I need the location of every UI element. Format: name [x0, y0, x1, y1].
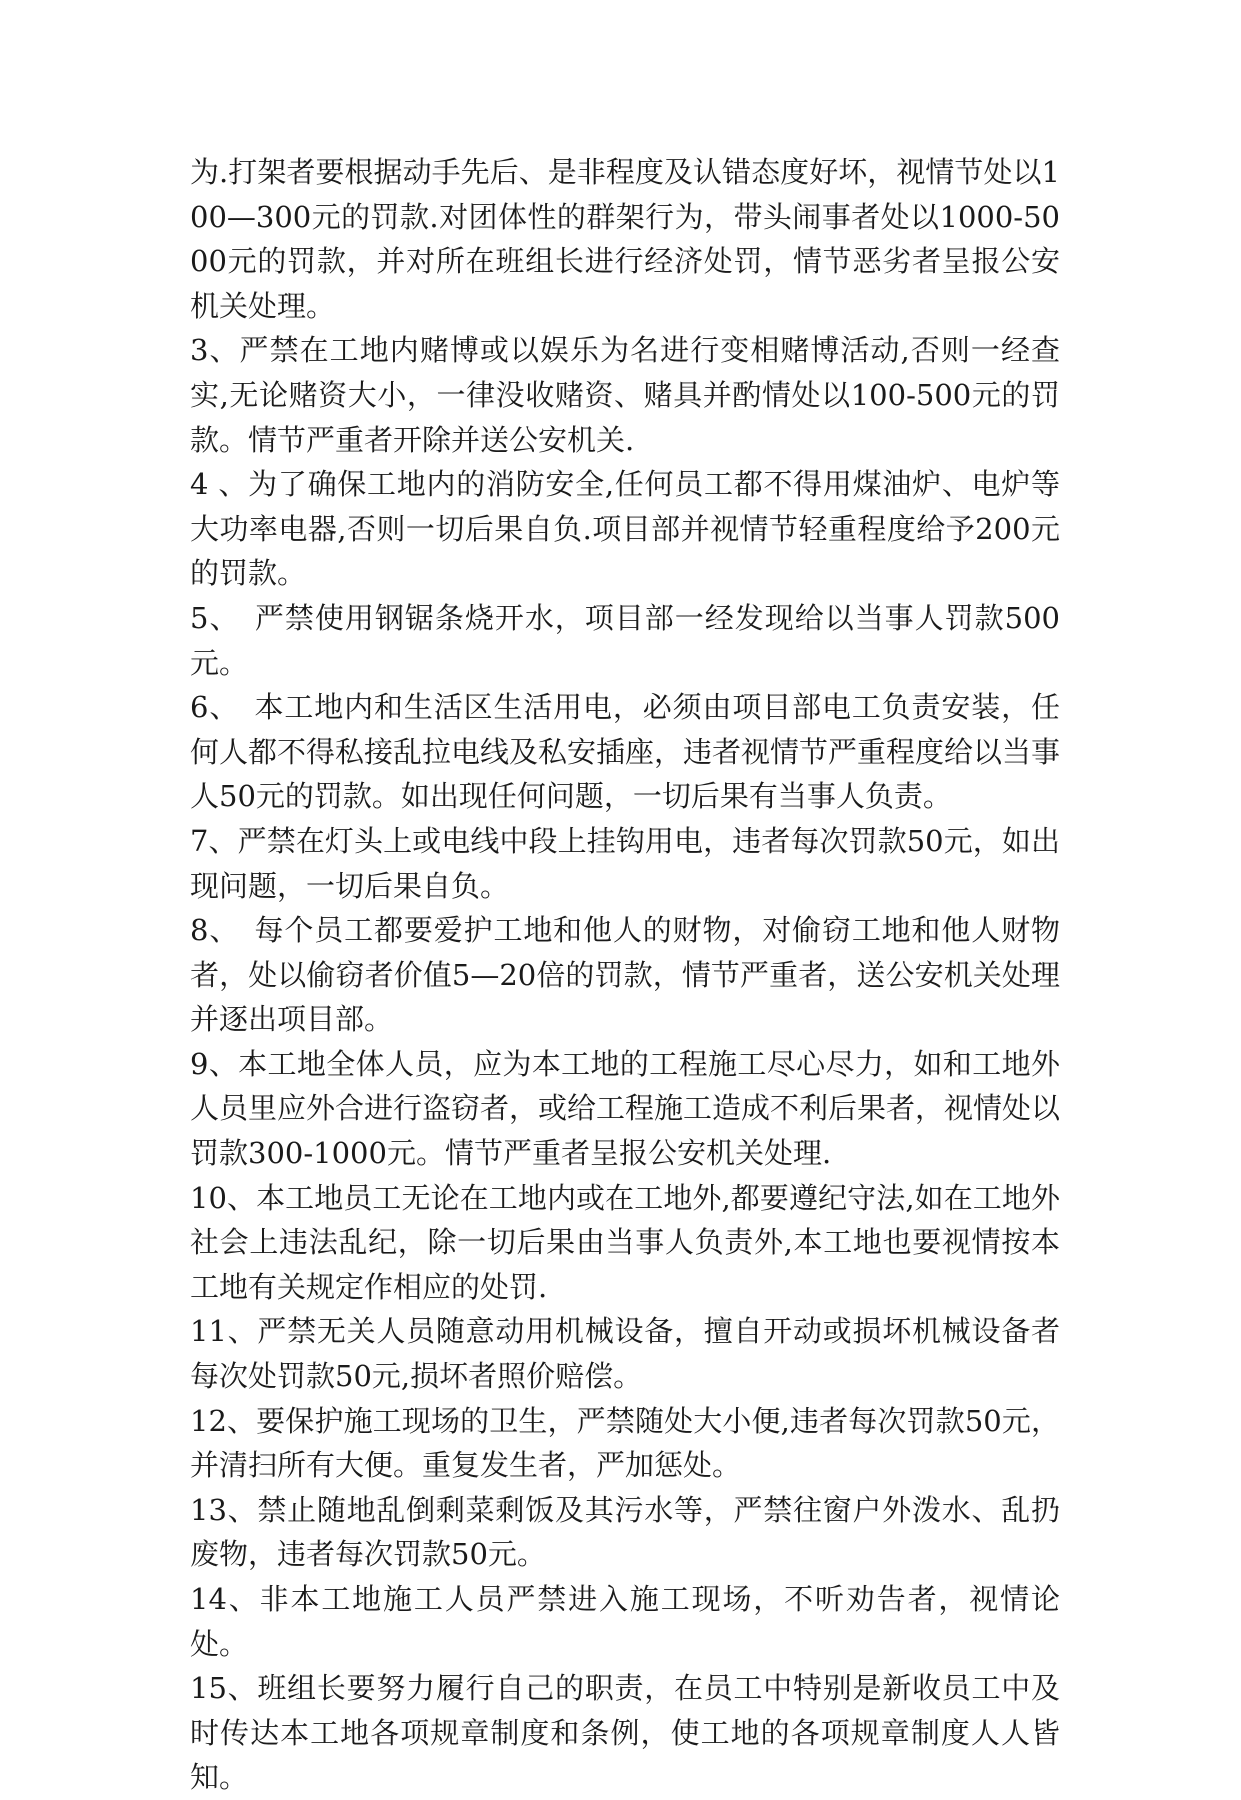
- paragraph-rule-8-theft: 8、 每个员工都要爱护工地和他人的财物，对偷窃工地和他人财物者，处以偷窃者价值5—20倍的罚款，情节严重者，送公安机关处理并逐出项目部。: [190, 913, 1060, 1037]
- document-body: [190, 150, 1060, 1800]
- paragraph-rule-10-law-abiding: 10、本工地员工无论在工地内或在工地外,都要遵纪守法,如在工地外社会上违法乱纪，除一切后果由当事人负责外,本工地也要视情按本工地有关规定作相应的处罚.: [190, 1180, 1060, 1304]
- paragraph-rule-6-electricity: 6、 本工地内和生活区生活用电，必须由项目部电工负责安装，任何人都不得私接乱拉电线及私安插座，违者视情节严重程度给以当事人50元的罚款。如出现任何问题，一切后果有当事人负责。: [190, 690, 1061, 814]
- paragraph-rule-12-hygiene: 12、要保护施工现场的卫生，严禁随处大小便,违者每次罚款50元，并清扫所有大便。重复发生者，严加惩处。: [190, 1403, 1060, 1483]
- paragraph-rule-13-waste: 13、禁止随地乱倒剩菜剩饭及其污水等，严禁往窗户外泼水、乱扔废物，违者每次罚款50元。: [190, 1492, 1060, 1572]
- paragraph-rule-15-team-leader: 15、班组长要努力履行自己的职责，在员工中特别是新收员工中及时传达本工地各项规章制度和条例，使工地的各项规章制度人人皆知。: [190, 1671, 1060, 1795]
- paragraph-rule-14-access: 14、非本工地施工人员严禁进入施工现场，不听劝告者，视情论处。: [190, 1582, 1060, 1661]
- paragraph-rule-7-lamp-hooking: 7、严禁在灯头上或电线中段上挂钩用电，违者每次罚款50元，如出现问题，一切后果自负。: [190, 823, 1060, 903]
- paragraph-rule-9-collusion: 9、本工地全体人员，应为本工地的工程施工尽心尽力，如和工地外人员里应外合进行盗窃者，或给工程施工造成不利后果者，视情处以罚款300-1000元。情节严重者呈报公安机关处理.: [190, 1046, 1061, 1171]
- paragraph-rule-3-gambling: 3、严禁在工地内赌博或以娱乐为名进行变相赌博活动,否则一经查实,无论赌资大小，一律没收赌资、赌具并酌情处以100-500元的罚款。情节严重者开除并送公安机关.: [190, 333, 1060, 457]
- paragraph-continued-fight-penalty: 为.打架者要根据动手先后、是非程度及认错态度好坏，视情节处以100—300元的罚款.对团体性的群架行为，带头闹事者处以1000-5000元的罚款，并对所在班组长进行经济处罚，情节恶劣者呈报公安机关处理。: [190, 155, 1060, 323]
- paragraph-rule-5-saw-blade: 5、 严禁使用钢锯条烧开水，项目部一经发现给以当事人罚款500元。: [190, 600, 1060, 680]
- paragraph-rule-4-fire-safety: 4 、为了确保工地内的消防安全,任何员工都不得用煤油炉、电炉等大功率电器,否则一切后果自负.项目部并视情节轻重程度给予200元的罚款。: [190, 467, 1060, 591]
- paragraph-rule-11-machinery: 11、严禁无关人员随意动用机械设备，擅自开动或损坏机械设备者每次处罚款50元,损坏者照价赔偿。: [190, 1314, 1060, 1394]
